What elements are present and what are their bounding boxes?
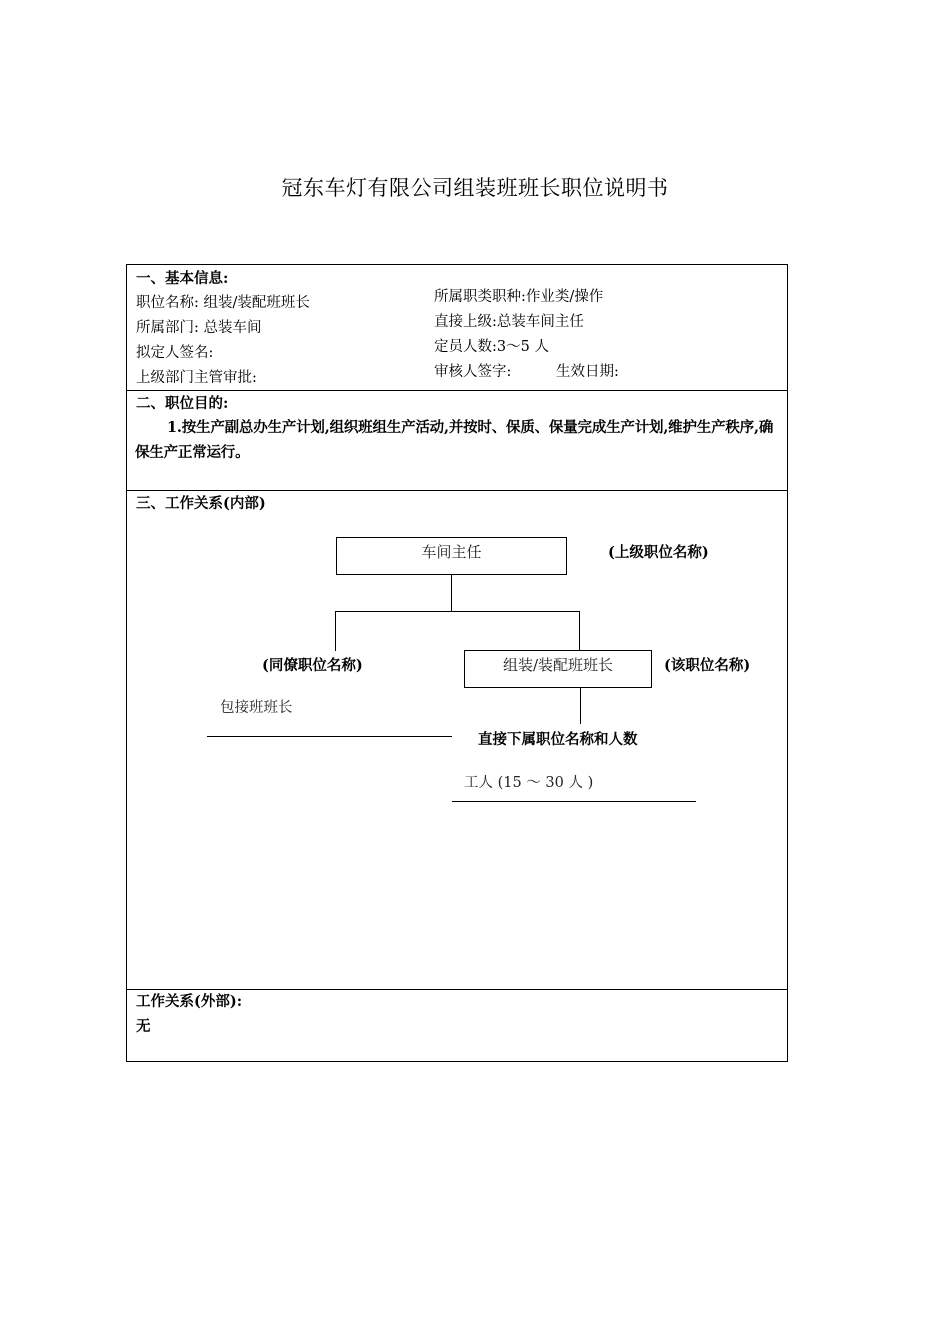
headcount-field: 定员人数:3～5 人 [434, 339, 549, 355]
org-connector [335, 611, 336, 651]
basic-info-heading: 一、基本信息: [136, 270, 229, 287]
superior-caption: (上级职位名称) [608, 544, 709, 561]
subordinate-position-name: 工人 (15 ～ 30 人 ) [464, 775, 594, 791]
org-connector [335, 611, 580, 612]
external-relations-content: 无 [136, 1018, 151, 1035]
org-connector [579, 611, 580, 651]
row-divider [127, 390, 787, 391]
effective-date-field: 生效日期: [556, 364, 619, 380]
reviewer-signature-field: 审核人签字: [434, 364, 512, 380]
row-divider [127, 490, 787, 491]
internal-relations-heading: 三、工作关系(内部) [136, 495, 266, 512]
purpose-paragraph: 1.按生产副总办生产计划,组织班组生产活动,并按时、保质、保量完成生产计划,维护生产秩序,确保生产正常运行。 [135, 419, 774, 461]
job-category-field: 所属职类职种:作业类/操作 [434, 289, 604, 305]
subordinate-caption: 直接下属职位名称和人数 [478, 731, 638, 748]
page-title: 冠东车灯有限公司组装班班长职位说明书 [281, 176, 669, 200]
org-connector [580, 688, 581, 724]
superior-position-box: 车间主任 [336, 537, 567, 575]
drafter-signature-field: 拟定人签名: [136, 345, 214, 361]
purpose-heading: 二、职位目的: [136, 395, 229, 412]
subordinate-underline [452, 801, 696, 802]
position-name-field: 职位名称: 组装/装配班班长 [136, 295, 310, 311]
self-position-box: 组装/装配班班长 [464, 650, 652, 688]
row-divider [127, 989, 787, 990]
approver-field: 上级部门主管审批: [136, 370, 257, 386]
direct-supervisor-field: 直接上级:总装车间主任 [434, 314, 584, 330]
peer-underline [207, 736, 452, 737]
department-field: 所属部门: 总装车间 [136, 320, 262, 336]
job-description-table [126, 264, 788, 1062]
self-caption: (该职位名称) [664, 657, 751, 674]
org-connector [451, 575, 452, 611]
external-relations-heading: 工作关系(外部): [136, 993, 243, 1010]
peer-caption: (同僚职位名称) [262, 657, 363, 674]
peer-position-name: 包接班班长 [220, 700, 293, 716]
